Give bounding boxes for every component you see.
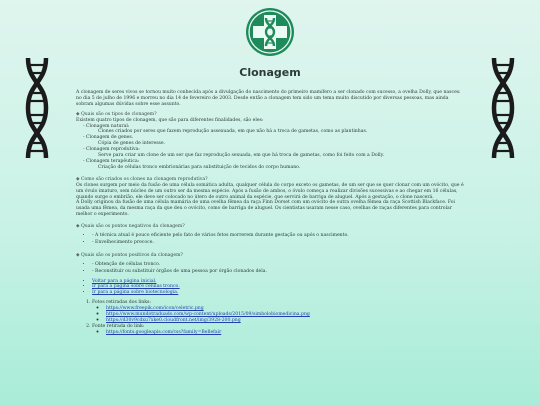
section-question: ◆ Quais são os pontos positivos da clonagem? [76, 252, 183, 258]
section-body: A Dolly originou da fusão de uma célula mamária de uma ovelha fêmea da raça Finn Dorset com um ovócito de outra ovelha fêmea da raça Scottish Blackface. Foi usada uma fêmea, da mesma raça da que deu o ovócito, como de barriga de aluguel. Os cientistas usaram nesse caso, ovelhas de raças diferentes para controlar melhor o experimento. [76, 200, 456, 218]
intro-paragraph: A clonagem de seres vivos se tornou muito conhecida após a divulgação do nascimento do primeiro mamífero a ser clonado com sucesso, a ovelha Dolly, que nasceu no dia 5 de julho de 1996 e morreu no dia 14 de fevereiro de 2003. Desde então a clonagem tem sido um tema muito discutido por diversas pessoas, mas ainda sobram algumas dúvidas sobre esse assunto. [76, 90, 460, 107]
type-desc: Clones criados por seres que fazem reprodução assexuada, em que não há a troca de gametas, como as plantinhas. [98, 129, 368, 135]
section-body: Os clones surgem por meio da fusão de uma célula somática adulta, qualquer célula do corpo exceto os gametas, de um ser que se quer clonar com um ovócito, que é um óvulo imaturo, sem núcleo de um outro ser da mesma espécie. Após a fusão de ambos, o óvulo começa a realizar divisões sucessivas e ao chegar em 16 células, quando surge o embrião, ele deve ser colocado no útero de outro animal da espécie, que servirá de barriga de aluguel. Após a gestação, o clone nascerá. [76, 182, 464, 200]
list-item: • - A técnica atual é pouco eficiente pelo fato de vários fetos morrerem durante gestação ou após o nascimento. [92, 233, 464, 239]
list-item: • - Envelhecimento precoce. [92, 240, 464, 246]
source-link[interactable]: https://www.mundotraduado.com/wp-content/uploads/2015/09/simbolobiomedicina.png [106, 312, 310, 318]
source-link[interactable]: https://fonts.googleapis.com/css?family=Bellefair [106, 329, 222, 335]
sources-list [76, 300, 464, 335]
link-home[interactable]: Voltar para a página inicial. [92, 278, 157, 284]
type-label: - Clonagem natural: [83, 123, 130, 129]
type-label: - Clonagem reprodutiva: [83, 147, 140, 153]
diamond-icon: ◆ [76, 224, 81, 230]
list-item: • - Reconstituir ou substituir órgãos de uma pessoa por órgão clonados dela. [92, 269, 464, 275]
medical-cross-dna-logo [244, 6, 296, 58]
section-lead: Existem quatro tipos de clonagem, que são para diferentes finalidades, são eles: [76, 117, 264, 123]
type-desc: Criação de células tronco embrionárias para substituição de tecidos do corpo humano. [98, 164, 301, 170]
negatives-list [76, 233, 464, 246]
diamond-icon: ◆ [76, 176, 81, 182]
type-desc: Cópia de genes de interesse. [98, 141, 166, 147]
link-stem-cells[interactable]: Ir para a página sobre células tronco. [92, 284, 180, 290]
section-question: ◆ Quais são os tipos de clonagem? [76, 111, 157, 117]
sources-photos-title: Fotos retiradas dos links: [92, 300, 151, 306]
type-label: - Clonagem terapêutica: [83, 158, 140, 164]
section-question: ◆ Quais são os pontos negativos da clonagem? [76, 224, 185, 230]
type-label: - Clonagem de genes. [83, 135, 134, 141]
page-title: Clonagem [239, 66, 301, 79]
sources-font-title: Fonte retirada do link: [92, 323, 145, 329]
source-link[interactable]: https://d30v9cdxu7xke0.cloudfront.net/img/3928-200.png [106, 318, 241, 323]
nav-links [76, 279, 464, 297]
diamond-icon: ◆ [76, 252, 81, 258]
list-item: • - Obtenção de células tronco. [92, 262, 464, 268]
diamond-icon: ◆ [76, 111, 81, 117]
article-body [76, 90, 464, 336]
source-link[interactable]: https://www.freepik.com/icon/celetric.png [106, 306, 204, 312]
section-question: ◆ Como são criados os clones na clonagem reprodutiva? [76, 176, 208, 182]
positives-list [76, 262, 464, 275]
link-biotech[interactable]: Ir para a página sobre biotecnologia. [92, 290, 179, 296]
type-desc: Serve para criar um clone de um ser que faz reprodução sexuada, em que há troca de gametas, como foi feito com a Dolly. [98, 153, 385, 159]
